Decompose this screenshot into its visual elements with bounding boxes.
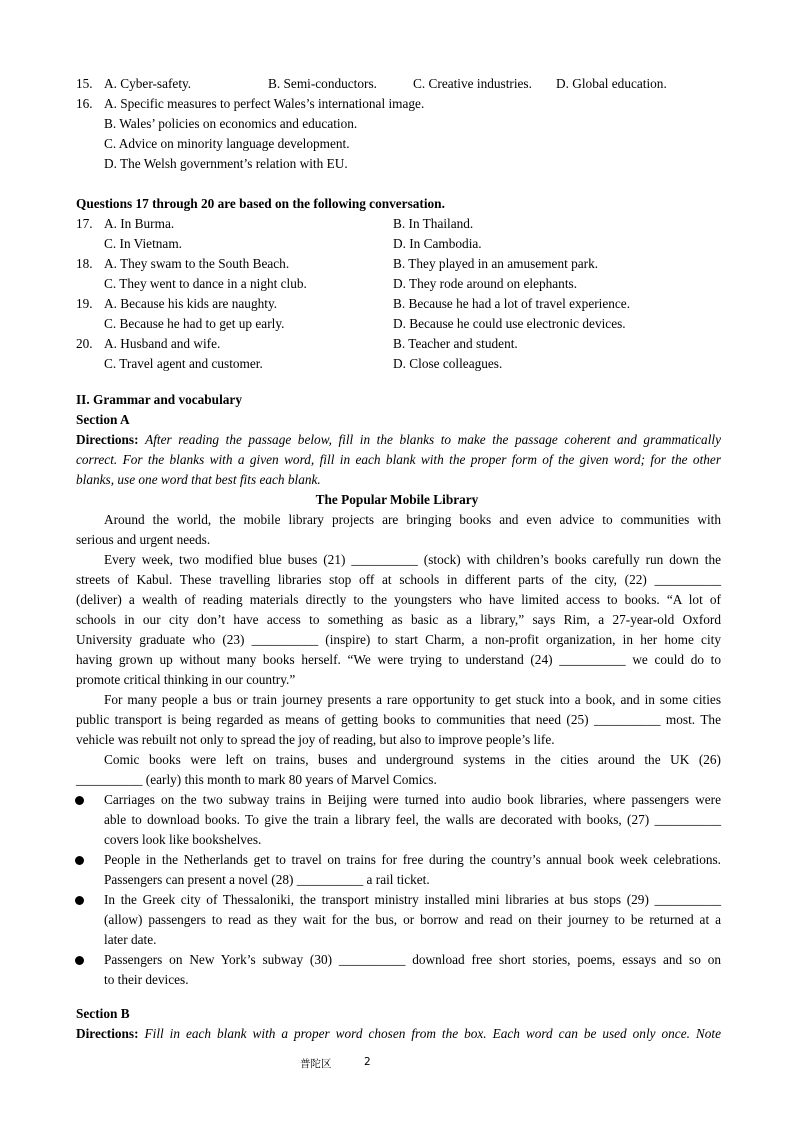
q20-option-b: B. Teacher and student. (393, 336, 518, 351)
q15-number: 15. (76, 76, 93, 91)
p2-line-3: (deliver) a wealth of reading materials directly to the youngsters who have limited access to books. “A lot of (76, 592, 721, 607)
p3-line-3: vehicle was rebuilt not only to spread the joy of reading, but also to improve people’s life. (76, 732, 555, 747)
p2-line-2: streets of Kabul. These travelling libraries stop off at schools in different parts of the city, (22) __________ (76, 572, 721, 587)
q19-option-a: A. Because his kids are naughty. (104, 296, 278, 311)
bullet-2-line-2: Passengers can present a novel (28) __________ a rail ticket. (104, 872, 430, 887)
p1-line-1: Around the world, the mobile library projects are bringing books and even advice to communities with (104, 512, 721, 527)
footer-page-number: 2 (364, 1056, 371, 1068)
q19-option-b: B. Because he had a lot of travel experience. (393, 296, 631, 311)
bullet-3-line-1: In the Greek city of Thessaloniki, the transport ministry installed mini libraries at bus stops (29) __________ (104, 892, 721, 907)
part-two-heading: II. Grammar and vocabulary (76, 392, 242, 407)
q17-option-d: D. In Cambodia. (393, 236, 482, 251)
q19-option-d: D. Because he could use electronic devices. (393, 316, 626, 331)
directions-b-line-1 (76, 1024, 721, 1044)
p2-line-5: University graduate who (23) __________ (inspire) to start Charm, a non-profit organization, in her home city (76, 632, 721, 647)
section-a-heading: Section A (76, 412, 130, 427)
q18-option-a: A. They swam to the South Beach. (104, 256, 290, 271)
q17-option-b: B. In Thailand. (393, 216, 474, 231)
q18-option-d: D. They rode around on elephants. (393, 276, 578, 291)
q17-option-a: A. In Burma. (104, 216, 175, 231)
directions-label: Directions: (76, 432, 139, 447)
bullet-1-dot (75, 796, 84, 805)
q20-number: 20. (76, 336, 93, 351)
footer-district: 普陀区 (300, 1058, 332, 1070)
bullet-3-line-3: later date. (104, 932, 157, 947)
q18-number: 18. (76, 256, 93, 271)
directions-b-text: Fill in each blank with a proper word chosen from the box. Each word can be used only once. Note (144, 1026, 722, 1041)
p4-line-2: __________ (early) this month to mark 80 years of Marvel Comics. (76, 772, 437, 787)
bullet-4-line-1: Passengers on New York’s subway (30) __________ download free short stories, poems, essays and so on (104, 952, 721, 967)
q17-option-c: C. In Vietnam. (104, 236, 182, 251)
p2-line-6: having grown up without many books herself. “We were trying to understand (24) __________ we could do to (76, 652, 721, 667)
conversation-heading: Questions 17 through 20 are based on the following conversation. (76, 196, 445, 211)
bullet-3-line-2: (allow) passengers to read as they wait for the bus, or borrow and read on their journey to be returned at a (104, 912, 721, 927)
bullet-1-line-3: covers look like bookshelves. (104, 832, 262, 847)
directions-b-label: Directions: (76, 1026, 139, 1041)
q19-number: 19. (76, 296, 93, 311)
q17-number: 17. (76, 216, 93, 231)
p1-line-2: serious and urgent needs. (76, 532, 211, 547)
section-b-heading: Section B (76, 1006, 130, 1021)
q15-option-b: B. Semi-conductors. (268, 76, 377, 91)
q16-option-a: A. Specific measures to perfect Wales’s international image. (104, 96, 425, 111)
directions-a-text: After reading the passage below, fill in the blanks to make the passage coherent and grammatically (145, 432, 721, 447)
q16-option-d: D. The Welsh government’s relation with EU. (104, 156, 348, 171)
q15-option-c: C. Creative industries. (413, 76, 532, 91)
p4-line-1: Comic books were left on trains, buses and underground systems in the cities around the UK (26) (104, 752, 721, 767)
q16-option-b: B. Wales’ policies on economics and education. (104, 116, 358, 131)
q15-option-a: A. Cyber-safety. (104, 76, 192, 91)
directions-a-line-3: blanks, use one word that best fits each blank. (76, 472, 321, 487)
p2-line-7: promote critical thinking in our country.” (76, 672, 296, 687)
bullet-3-dot (75, 896, 84, 905)
q16-option-c: C. Advice on minority language development. (104, 136, 350, 151)
bullet-2-line-1: People in the Netherlands get to travel on trains for free during the country’s annual book week celebrations. (104, 852, 721, 867)
directions-a-line-1 (76, 430, 721, 450)
bullet-4-dot (75, 956, 84, 965)
p3-line-1: For many people a bus or train journey presents a rare opportunity to get stuck into a book, and in some cities (104, 692, 721, 707)
bullet-1-line-2: able to download books. To give the train a library feel, the walls are decorated with books, (27) __________ (104, 812, 721, 827)
q20-option-d: D. Close colleagues. (393, 356, 503, 371)
p2-line-1: Every week, two modified blue buses (21) __________ (stock) with children’s books carefully run down the (104, 552, 721, 567)
q20-option-c: C. Travel agent and customer. (104, 356, 263, 371)
bullet-4-line-2: to their devices. (104, 972, 189, 987)
q15-option-d: D. Global education. (556, 76, 667, 91)
q20-option-a: A. Husband and wife. (104, 336, 221, 351)
q18-option-c: C. They went to dance in a night club. (104, 276, 307, 291)
q16-number: 16. (76, 96, 93, 111)
q18-option-b: B. They played in an amusement park. (393, 256, 599, 271)
directions-a-line-2: correct. For the blanks with a given word, fill in each blank with the proper form of the given word; for the other (76, 452, 721, 467)
bullet-2-dot (75, 856, 84, 865)
q19-option-c: C. Because he had to get up early. (104, 316, 285, 331)
p2-line-4: schools in our city don’t have access to something as basic as a library,” says Rim, a 27-year-old Oxford (76, 612, 721, 627)
p3-line-2: public transport is being regarded as means of getting books to communities that need (25) __________ most. The (76, 712, 721, 727)
passage-title: The Popular Mobile Library (315, 492, 479, 507)
bullet-1-line-1: Carriages on the two subway trains in Beijing were turned into audio book libraries, where passengers were (104, 792, 721, 807)
